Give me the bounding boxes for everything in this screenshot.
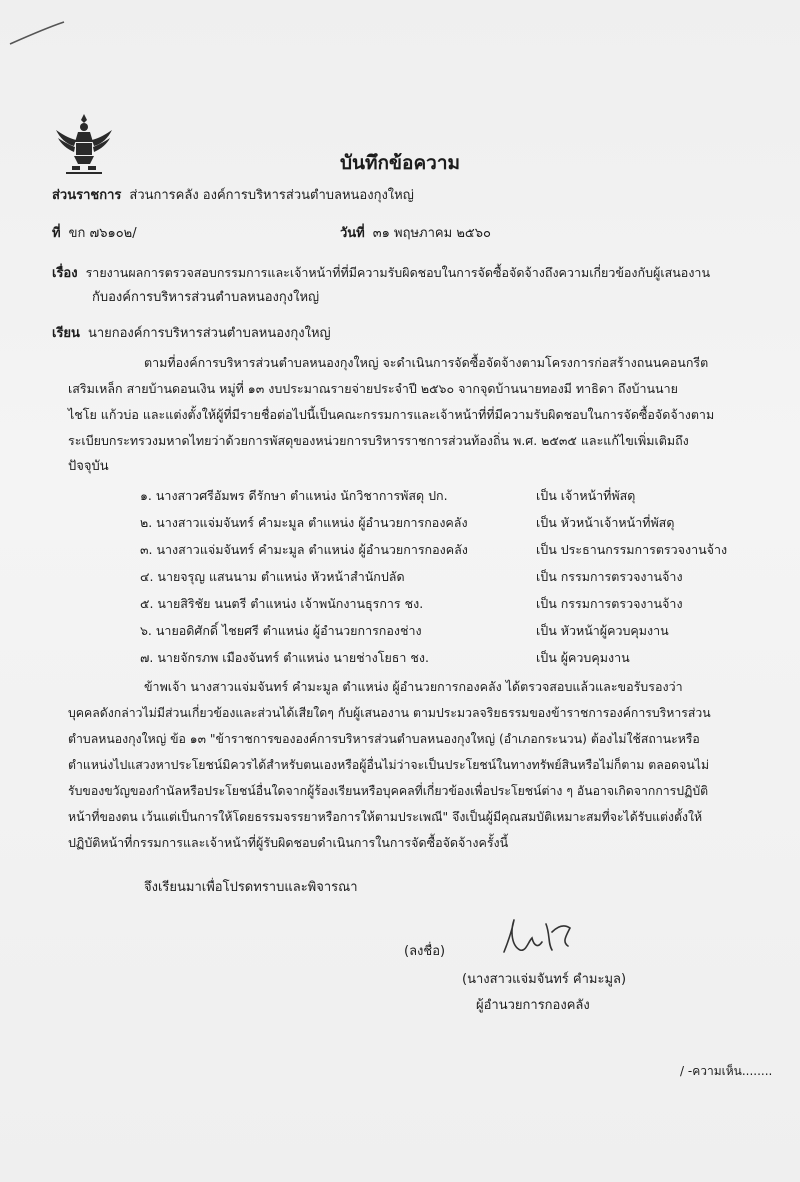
agency-line — [52, 184, 414, 205]
member-person: ๓. นางสาวแจ่มจันทร์ คำมะมูล ตำแหน่ง ผู้อำนวยการกองคลัง — [140, 542, 468, 557]
memo-title: บันทึกข้อความ — [339, 152, 461, 174]
date-value: ๓๑ พฤษภาคม ๒๕๖๐ — [372, 226, 491, 241]
member-role: เป็น ผู้ควบคุมงาน — [536, 650, 630, 665]
agency-value: ส่วนการคลัง องค์การบริหารส่วนตำบลหนองกุงใหญ่ — [129, 188, 414, 203]
addressee-value: นายกองค์การบริหารส่วนตำบลหนองกุงใหญ่ — [87, 326, 331, 341]
member-person: ๗. นายจักรภพ เมืองจันทร์ ตำแหน่ง นายช่างโยธา ชง. — [140, 650, 429, 665]
signatory-name: (นางสาวแจ่มจันทร์ คำมะมูล) — [462, 972, 627, 987]
paragraph-2-line: ตำบลหนองกุงใหญ่ ข้อ ๑๓ "ข้าราชการขององค์การบริหารส่วนตำบลหนองกุงใหญ่ (อำเภอกระนวน) ต้องไม่ใช้สถานะหรือ — [68, 732, 700, 746]
member-role: เป็น กรรมการตรวจงานจ้าง — [536, 569, 683, 584]
subject-line — [52, 262, 710, 283]
paragraph-2-line: ข้าพเจ้า นางสาวแจ่มจันทร์ คำมะมูล ตำแหน่ง ผู้อำนวยการกองคลัง ได้ตรวจสอบแล้วและขอรับรองว่า — [144, 679, 683, 694]
member-row — [140, 540, 760, 567]
member-role: เป็น หัวหน้าเจ้าหน้าที่พัสดุ — [536, 515, 675, 530]
reference-value: ขก ๗๖๑๐๒/ — [68, 226, 137, 241]
member-row — [140, 594, 760, 621]
member-person: ๑. นางสาวศรีอัมพร ดีรักษา ตำแหน่ง นักวิชาการพัสดุ ปก. — [140, 488, 448, 503]
addressee-label: เรียน — [52, 326, 80, 341]
paragraph-1-line: เสริมเหล็ก สายบ้านดอนเงิน หมู่ที่ ๑๓ งบประมาณรายจ่ายประจำปี ๒๕๖๐ จากจุดบ้านนายทองมี ทาธิดา ถึงบ้านนาย — [68, 381, 678, 396]
member-row — [140, 648, 760, 675]
sign-label: (ลงชื่อ) — [404, 944, 446, 959]
member-role: เป็น กรรมการตรวจงานจ้าง — [536, 596, 683, 611]
member-row — [140, 621, 760, 648]
agency-label: ส่วนราชการ — [52, 188, 122, 203]
subject-text-2: กับองค์การบริหารส่วนตำบลหนองกุงใหญ่ — [92, 290, 320, 305]
paragraph-2-line: ตำแหน่งไปแสวงหาประโยชน์มิควรได้สำหรับตนเองหรือผู้อื่นไม่ว่าจะเป็นประโยชน์ในทางทรัพย์สินหรือไม่ก็ตาม ตลอดจนไม่ — [68, 758, 710, 772]
member-row — [140, 567, 760, 594]
member-list — [140, 486, 760, 675]
reference-line — [52, 222, 137, 243]
continued-note: / -ความเห็น........ — [680, 1064, 773, 1078]
subject-text-1: รายงานผลการตรวจสอบกรรมการและเจ้าหน้าที่ที่มีความรับผิดชอบในการจัดซื้อจัดจ้างถึงความเกี่ยวข้องกับผู้เสนองาน — [85, 265, 710, 280]
paragraph-1-line: ปัจจุบัน — [68, 459, 109, 474]
subject-label: เรื่อง — [52, 266, 78, 281]
paragraph-2-line: บุคคลดังกล่าวไม่มีส่วนเกี่ยวข้องและส่วนได้เสียใดๆ กับผู้เสนองาน ตามประมวลจริยธรรมของข้าราชการองค์การบริหารส่วน — [68, 706, 711, 720]
paragraph-2-line: หน้าที่ของตน เว้นแต่เป็นการให้โดยธรรมจรรยาหรือการให้ตามประเพณี" จึงเป็นผู้มีคุณสมบัติเหมาะสมที่จะได้รับแต่งตั้งให้ — [68, 810, 703, 824]
member-person: ๖. นายอดิศักดิ์ ไชยศรี ตำแหน่ง ผู้อำนวยการกองช่าง — [140, 623, 422, 638]
paragraph-1-line: ระเบียบกระทรวงมหาดไทยว่าด้วยการพัสดุของหน่วยการบริหารราชการส่วนท้องถิ่น พ.ศ. ๒๕๓๕ และแก้ไขเพิ่มเติมถึง — [68, 433, 689, 448]
paragraph-2-line: ปฏิบัติหน้าที่กรรมการและเจ้าหน้าที่ผู้รับผิดชอบดำเนินการในการจัดซื้อจัดจ้างครั้งนี้ — [68, 835, 509, 850]
member-person: ๒. นางสาวแจ่มจันทร์ คำมะมูล ตำแหน่ง ผู้อำนวยการกองคลัง — [140, 515, 468, 530]
handwritten-signature — [498, 912, 578, 962]
date-label: วันที่ — [340, 226, 365, 241]
paragraph-1-line: ตามที่องค์การบริหารส่วนตำบลหนองกุงใหญ่ จะดำเนินการจัดซื้อจัดจ้างตามโครงการก่อสร้างถนนคอนกรีต — [144, 355, 709, 370]
paragraph-2-line: รับของขวัญของกำนัลหรือประโยชน์อื่นใดจากผู้ร้องเรียนหรือบุคคลที่เกี่ยวข้องเพื่อประโยชน์ต่าง ๆ อันอาจเกิดจากการปฏิบัติ — [68, 784, 709, 798]
paragraph-1 — [68, 350, 768, 480]
member-row — [140, 513, 760, 540]
member-person: ๔. นายจรุญ แสนนาม ตำแหน่ง หัวหน้าสำนักปลัด — [140, 569, 405, 584]
reference-label: ที่ — [52, 226, 61, 241]
pen-stroke-mark — [8, 18, 68, 48]
paragraph-2 — [68, 674, 768, 856]
member-role: เป็น ประธานกรรมการตรวจงานจ้าง — [536, 542, 728, 557]
addressee-line — [52, 322, 331, 343]
paragraph-1-line: ไชโย แก้วบ่อ และแต่งตั้งให้ผู้ที่มีรายชื่อต่อไปนี้เป็นคณะกรรมการและเจ้าหน้าที่ที่มีความรับผิดชอบในการจัดซื้อจัดจ้างตาม — [68, 407, 715, 422]
date-line — [340, 222, 491, 243]
member-role: เป็น หัวหน้าผู้ควบคุมงาน — [536, 623, 669, 638]
closing-line: จึงเรียนมาเพื่อโปรดทราบและพิจารณา — [144, 880, 358, 895]
member-role: เป็น เจ้าหน้าที่พัสดุ — [536, 488, 636, 503]
member-person: ๕. นายสิริชัย นนตรี ตำแหน่ง เจ้าพนักงานธุรการ ชง. — [140, 596, 424, 611]
member-row — [140, 486, 760, 513]
signatory-position: ผู้อำนวยการกองคลัง — [476, 998, 590, 1013]
